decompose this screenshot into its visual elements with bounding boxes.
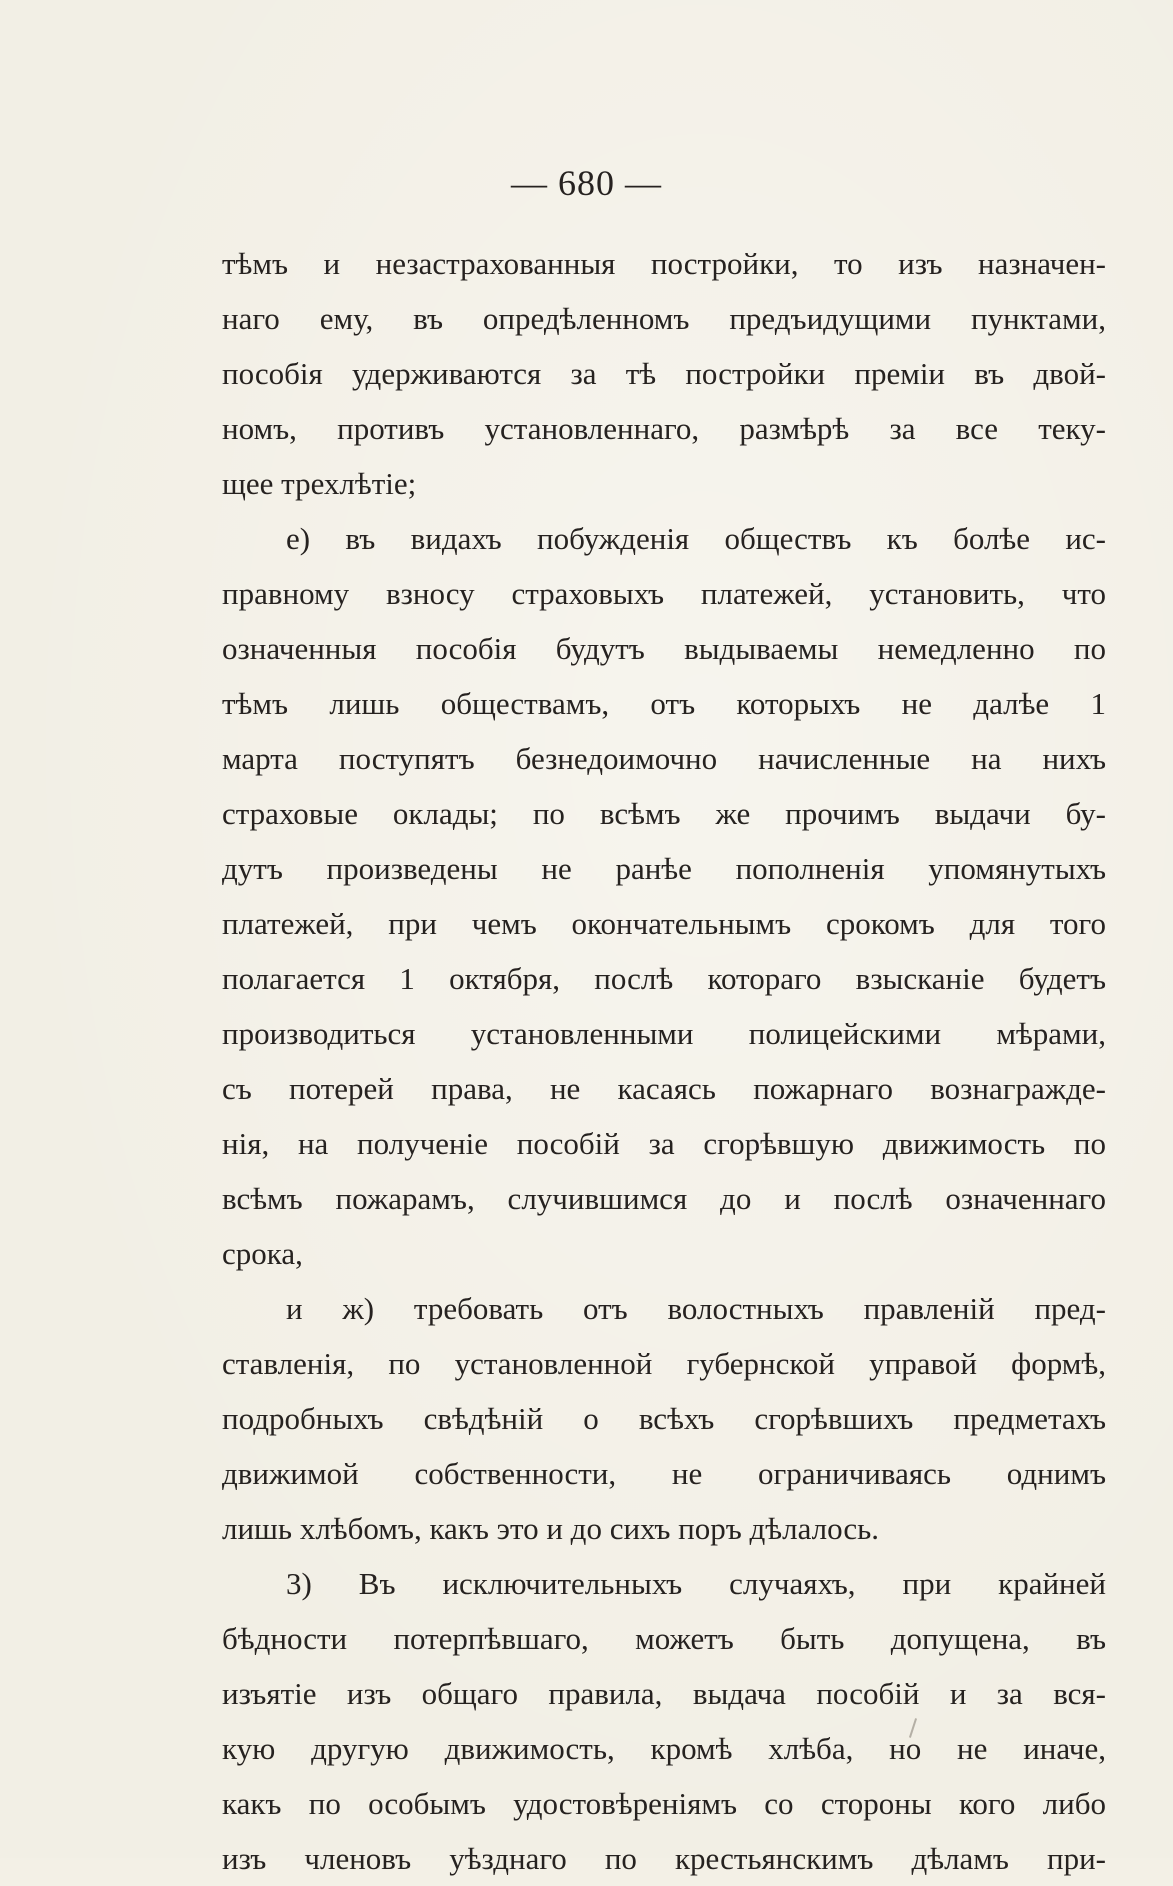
text-line: пособія удерживаются за тѣ постройки преміи въ двой- [222, 356, 1106, 391]
text-line: подробныхъ свѣдѣній о всѣхъ сгорѣвшихъ предметахъ [222, 1401, 1106, 1436]
text-line: означенныя пособія будутъ выдываемы немедленно по [222, 631, 1106, 666]
text-line: 3) Въ исключительныхъ случаяхъ, при крайней [286, 1566, 1106, 1601]
page-number: — 680 — [511, 163, 662, 203]
text-line: и ж) требовать отъ волостныхъ правленій пред- [286, 1291, 1106, 1326]
text-line: тѣмъ лишь обществамъ, отъ которыхъ не далѣе 1 [222, 686, 1106, 721]
text-line: наго ему, въ опредѣленномъ предъидущими пунктами, [222, 301, 1106, 336]
text-line: щее трехлѣтіе; [222, 466, 417, 501]
text-line: платежей, при чемъ окончательнымъ срокомъ для того [222, 906, 1106, 941]
text-line: срока, [222, 1236, 303, 1271]
text-line: марта поступятъ безнедоимочно начисленные на нихъ [222, 741, 1106, 776]
text-line: нія, на полученіе пособій за сгорѣвшую движимость по [222, 1126, 1106, 1161]
text-line: бѣдности потерпѣвшаго, можетъ быть допущена, въ [222, 1621, 1106, 1656]
text-line: страховые оклады; по всѣмъ же прочимъ выдачи бу- [222, 796, 1106, 831]
text-line: изъятіе изъ общаго правила, выдача пособій и за вся- [222, 1676, 1106, 1711]
text-line: полагается 1 октября, послѣ котораго взысканіе будетъ [222, 961, 1106, 996]
text-line: всѣмъ пожарамъ, случившимся до и послѣ означеннаго [222, 1181, 1106, 1216]
text-line: какъ по особымъ удостовѣреніямъ со стороны кого либо [222, 1786, 1106, 1821]
text-line: съ потерей права, не касаясь пожарнаго вознагражде- [222, 1071, 1106, 1106]
text-line: кую другую движимость, кромѣ хлѣба, но не иначе, [222, 1731, 1106, 1766]
text-line: ставленія, по установленной губернской управой формѣ, [222, 1346, 1106, 1381]
body-text [222, 236, 1106, 1886]
text-line: номъ, противъ установленнаго, размѣрѣ за все теку- [222, 411, 1106, 446]
text-line: движимой собственности, не ограничиваясь однимъ [222, 1456, 1106, 1491]
text-line: правному взносу страховыхъ платежей, установить, что [222, 576, 1106, 611]
text-line: дутъ произведены не ранѣе пополненія упомянутыхъ [222, 851, 1106, 886]
text-line: е) въ видахъ побужденія обществъ къ болѣе ис- [286, 521, 1106, 556]
text-line: тѣмъ и незастрахованныя постройки, то изъ назначен- [222, 246, 1106, 281]
text-line: производиться установленными полицейскими мѣрами, [222, 1016, 1106, 1051]
text-line: лишь хлѣбомъ, какъ это и до сихъ поръ дѣлалось. [222, 1511, 880, 1546]
text-line: изъ членовъ уѣзднаго по крестьянскимъ дѣламъ при- [222, 1841, 1106, 1876]
